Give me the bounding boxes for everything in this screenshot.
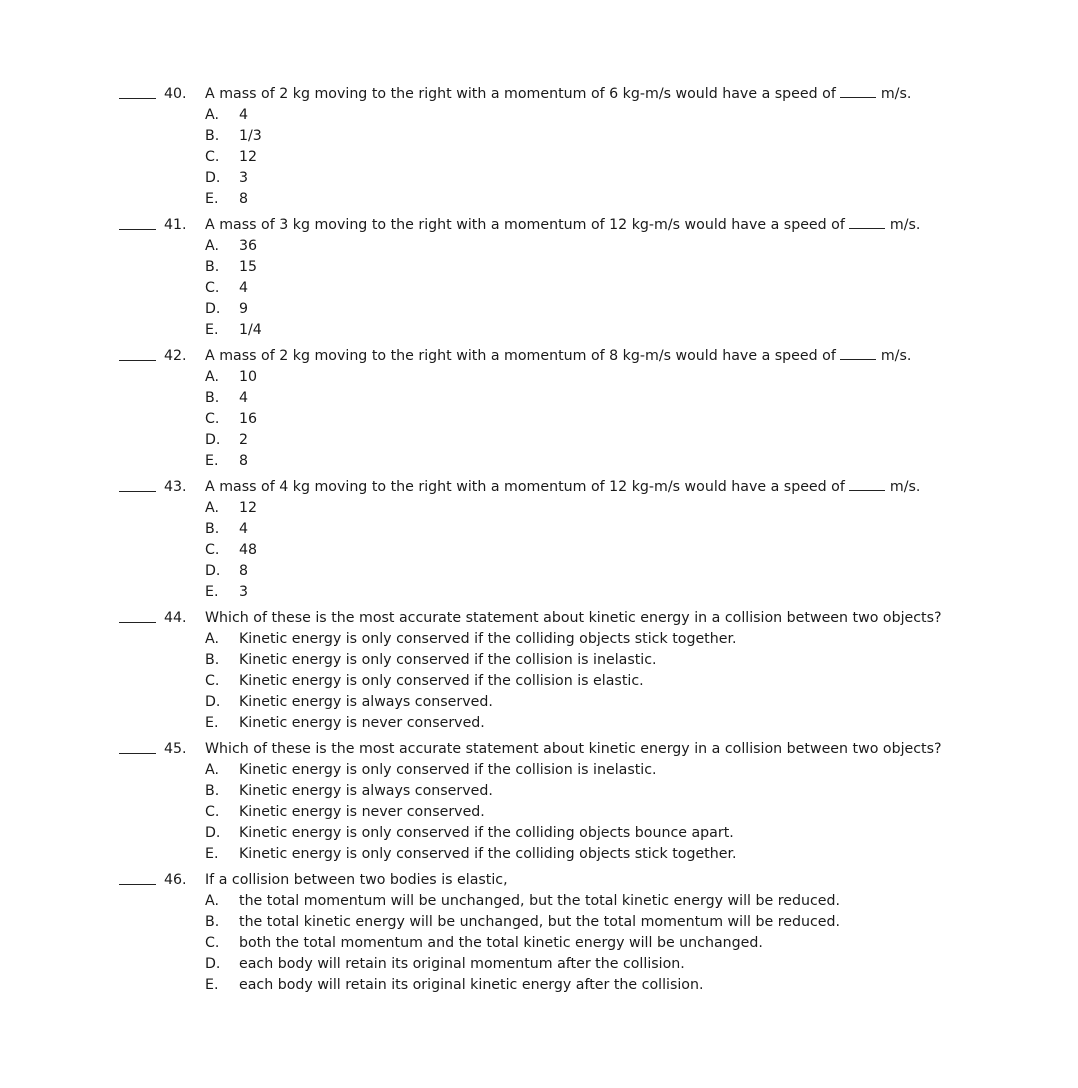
option-d: D. 2 (205, 432, 249, 448)
answer-blank[interactable] (119, 622, 156, 623)
answer-blank[interactable] (119, 884, 156, 885)
option-list (0, 629, 1078, 734)
question-text: Which of these is the most accurate statement about kinetic energy in a collision between two objects? (205, 610, 942, 626)
worksheet-page (0, 84, 1078, 996)
option-a: A. 4 (205, 107, 249, 123)
question-44 (0, 608, 1078, 734)
option-d: D. Kinetic energy is always conserved. (205, 694, 493, 710)
option-c: C. Kinetic energy is never conserved. (205, 804, 485, 820)
question-41 (0, 215, 1078, 341)
question-43 (0, 477, 1078, 603)
question-text: If a collision between two bodies is elastic, (205, 872, 508, 888)
option-list (0, 760, 1078, 865)
fill-in-blank (840, 347, 876, 360)
option-e: E. 8 (205, 453, 249, 469)
option-e: E. 3 (205, 584, 249, 600)
question-line (0, 870, 1078, 891)
option-b: B. Kinetic energy is only conserved if the collision is inelastic. (205, 652, 657, 668)
option-b: B. 4 (205, 390, 249, 406)
option-d: D. 8 (205, 563, 249, 579)
option-e: E. each body will retain its original kinetic energy after the collision. (205, 977, 704, 993)
question-line (0, 608, 1078, 629)
option-a: A. Kinetic energy is only conserved if the colliding objects stick together. (205, 631, 737, 647)
question-text: Which of these is the most accurate statement about kinetic energy in a collision between two objects? (205, 741, 942, 757)
question-number: 43. (164, 479, 187, 495)
option-b: B. 4 (205, 521, 249, 537)
option-b: B. 1/3 (205, 128, 262, 144)
answer-blank[interactable] (119, 491, 156, 492)
option-c: C. Kinetic energy is only conserved if the collision is elastic. (205, 673, 644, 689)
question-number: 44. (164, 610, 187, 626)
option-a: A. the total momentum will be unchanged, but the total kinetic energy will be reduced. (205, 893, 841, 909)
question-text: A mass of 4 kg moving to the right with a momentum of 12 kg-m/s would have a speed of m/s. (205, 479, 921, 495)
question-42 (0, 346, 1078, 472)
option-e: E. Kinetic energy is only conserved if the colliding objects stick together. (205, 846, 737, 862)
question-text: A mass of 2 kg moving to the right with a momentum of 8 kg-m/s would have a speed of m/s. (205, 348, 912, 364)
question-number: 46. (164, 872, 187, 888)
question-number: 41. (164, 217, 187, 233)
option-e: E. 1/4 (205, 322, 262, 338)
option-b: B. Kinetic energy is always conserved. (205, 783, 493, 799)
fill-in-blank (849, 478, 885, 491)
option-list (0, 367, 1078, 472)
question-text: A mass of 3 kg moving to the right with a momentum of 12 kg-m/s would have a speed of m/s. (205, 217, 921, 233)
option-e: E. Kinetic energy is never conserved. (205, 715, 485, 731)
answer-blank[interactable] (119, 753, 156, 754)
option-c: C. both the total momentum and the total kinetic energy will be unchanged. (205, 935, 763, 951)
option-list (0, 891, 1078, 996)
option-c: C. 16 (205, 411, 258, 427)
option-list (0, 105, 1078, 210)
option-d: D. each body will retain its original momentum after the collision. (205, 956, 685, 972)
option-list (0, 236, 1078, 341)
option-c: C. 4 (205, 280, 249, 296)
answer-blank[interactable] (119, 98, 156, 99)
option-c: C. 12 (205, 149, 258, 165)
option-e: E. 8 (205, 191, 249, 207)
question-number: 42. (164, 348, 187, 364)
option-b: B. the total kinetic energy will be unchanged, but the total momentum will be reduced. (205, 914, 841, 930)
answer-blank[interactable] (119, 229, 156, 230)
option-b: B. 15 (205, 259, 258, 275)
question-45 (0, 739, 1078, 865)
fill-in-blank (840, 85, 876, 98)
question-line (0, 84, 1078, 105)
option-a: A. 12 (205, 500, 258, 516)
option-d: D. Kinetic energy is only conserved if the colliding objects bounce apart. (205, 825, 734, 841)
fill-in-blank (849, 216, 885, 229)
option-a: A. 36 (205, 238, 258, 254)
option-list (0, 498, 1078, 603)
question-line (0, 477, 1078, 498)
question-46 (0, 870, 1078, 996)
option-a: A. Kinetic energy is only conserved if the collision is inelastic. (205, 762, 657, 778)
question-line (0, 215, 1078, 236)
option-d: D. 3 (205, 170, 249, 186)
question-line (0, 739, 1078, 760)
option-c: C. 48 (205, 542, 258, 558)
question-number: 40. (164, 86, 187, 102)
option-d: D. 9 (205, 301, 249, 317)
option-a: A. 10 (205, 369, 258, 385)
answer-blank[interactable] (119, 360, 156, 361)
question-number: 45. (164, 741, 187, 757)
question-line (0, 346, 1078, 367)
question-40 (0, 84, 1078, 210)
question-text: A mass of 2 kg moving to the right with a momentum of 6 kg-m/s would have a speed of m/s. (205, 86, 912, 102)
